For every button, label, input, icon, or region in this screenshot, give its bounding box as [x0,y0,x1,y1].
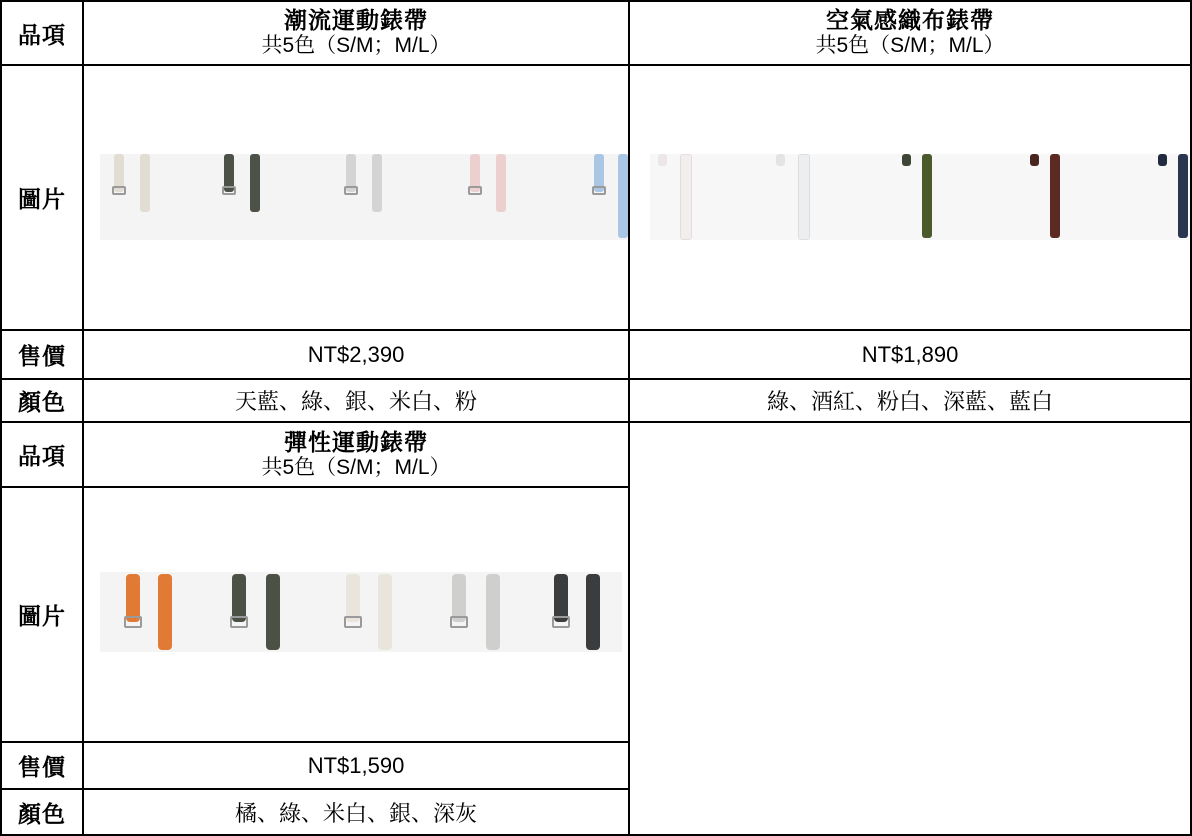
row-label-color: 顏色 [18,800,66,827]
strap-image [496,154,506,212]
buckle-icon [552,616,570,628]
row-label-image: 圖片 [18,603,66,629]
strap-image [658,154,667,166]
buckle-icon [344,186,358,195]
strap-image [266,574,280,650]
product-colors: 天藍、綠、銀、米白、粉 [234,389,477,414]
buckle-icon [592,186,606,195]
strap-image [486,574,500,650]
product-name: 潮流運動錶帶 [284,7,428,33]
row-label-price: 售價 [18,343,66,369]
product-image [84,66,628,329]
strap-image [902,154,911,166]
product-variant: 共5色（S/M；M/L） [261,34,451,57]
strap-image [372,154,382,212]
product-image [630,66,1190,329]
product-photo-strip [100,154,628,240]
strap-image [798,154,810,240]
row-label-price: 售價 [18,754,66,780]
product-price: NT$1,890 [861,341,959,367]
product-photo-strip [650,154,1190,240]
strap-image [1030,154,1039,166]
product-variant: 共5色（S/M；M/L） [261,455,451,479]
buckle-icon [344,616,362,628]
product-name: 空氣感織布錶帶 [826,7,994,33]
strap-image [922,154,932,238]
strap-image [126,574,140,622]
strap-image [1050,154,1060,238]
product-header [84,423,628,486]
strap-image [1178,154,1188,238]
product-colors: 橘、綠、米白、銀、深灰 [234,800,477,826]
row-label-color: 顏色 [18,389,66,415]
product-price: NT$1,590 [307,752,405,778]
product-name: 彈性運動錶帶 [284,428,428,455]
strap-image [452,574,466,622]
product-price: NT$2,390 [307,341,405,367]
strap-image [346,574,360,622]
strap-image [618,154,628,238]
strap-image [158,574,172,650]
row-label-item: 品項 [18,443,66,469]
strap-image [378,574,392,650]
strap-image [586,574,600,650]
strap-image [232,574,246,622]
row-label-item: 品項 [18,21,66,48]
buckle-icon [450,616,468,628]
product-header [84,2,628,64]
strap-image [680,154,692,240]
buckle-icon [112,186,126,195]
buckle-icon [468,186,482,195]
strap-image [250,154,260,212]
product-variant: 共5色（S/M；M/L） [815,34,1005,57]
strap-image [1158,154,1167,166]
buckle-icon [124,616,142,628]
strap-image [140,154,150,212]
product-header [630,2,1190,64]
product-photo-strip [100,572,622,652]
buckle-icon [222,186,236,195]
strap-image [776,154,785,166]
product-colors: 綠、酒紅、粉白、深藍、藍白 [766,389,1053,414]
product-image [84,488,628,741]
strap-image [554,574,568,622]
row-label-image: 圖片 [18,186,66,212]
buckle-icon [230,616,248,628]
